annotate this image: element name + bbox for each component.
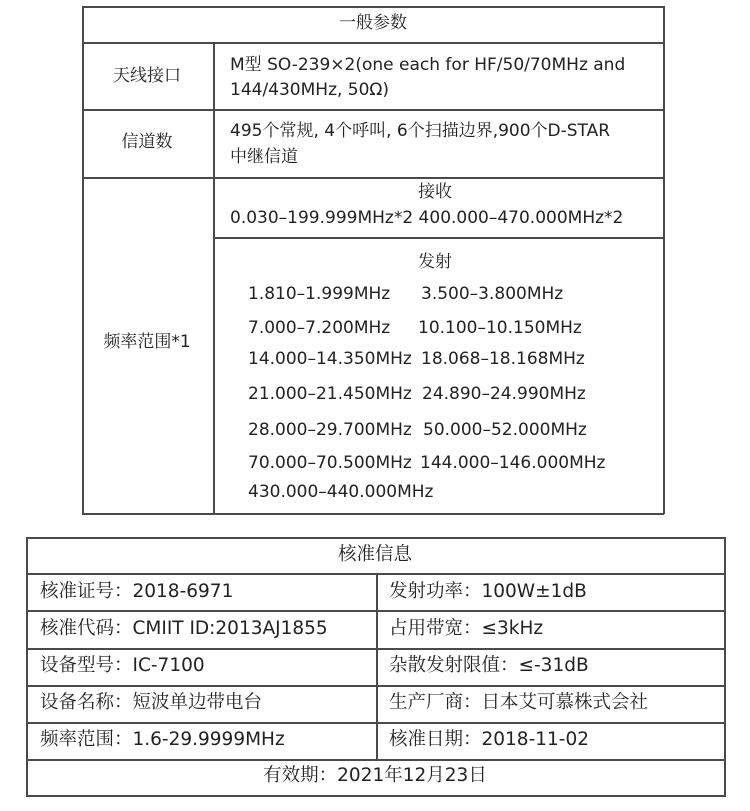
t1-border-bottom [82,513,664,515]
receive-ranges: 0.030–199.999MHz*2 400.000–470.000MHz*2 [230,208,624,228]
transmit-range: 7.000–7.200MHz [248,318,391,338]
approval-field: 生产厂商：日本艾可慕株式会社 [389,692,649,713]
t1-col-divider [213,42,215,514]
t1-border-right [663,6,665,514]
approval-info-title: 核准信息 [337,544,413,565]
approval-field: 频率范围：1.6-29.9999MHz [40,729,285,750]
t2-border-left [26,537,28,797]
transmit-range: 70.000–70.500MHz [248,453,412,473]
approval-field: 设备型号：IC-7100 [40,655,205,676]
t1-border-left [82,6,84,514]
transmit-range: 3.500–3.800MHz [421,284,564,304]
freq-range-label: 频率范围*1 [103,332,191,352]
t1-divider-receive [213,237,664,239]
approval-field: 设备名称：短波单边带电台 [40,692,263,713]
channels-value-line1: 495个常规, 4个呼叫, 6个扫描边界,900个D-STAR [230,121,611,141]
validity-date: 有效期：2021年12月23日 [263,765,487,786]
general-params-title: 一般参数 [339,13,407,33]
transmit-range: 144.000–146.000MHz [420,453,606,473]
t2-col-divider [376,573,378,760]
approval-field: 核准日期：2018-11-02 [389,729,590,750]
approval-field: 发射功率：100W±1dB [389,581,587,602]
transmit-range: 14.000–14.350MHz [248,349,412,369]
t1-border-top [82,6,664,8]
t1-divider-channels [82,177,664,179]
transmit-range: 1.810–1.999MHz [248,284,391,304]
approval-field: 占用带宽：≤3kHz [389,618,544,639]
transmit-range: 10.100–10.150MHz [418,318,582,338]
transmit-range: 18.068–18.168MHz [421,349,585,369]
antenna-value-line1: M型 SO-239×2(one each for HF/50/70MHz and [230,55,626,75]
transmit-range: 50.000–52.000MHz [423,420,587,440]
t2-border-bottom [26,795,725,797]
transmit-title: 发射 [418,252,452,272]
transmit-range: 21.000–21.450MHz [248,384,412,404]
channels-value-line2: 中继信道 [230,147,298,167]
receive-title: 接收 [418,182,452,202]
t2-border-top [26,537,725,539]
approval-field: 杂散发射限值：≤-31dB [389,655,589,676]
t2-border-right [724,537,726,797]
approval-field: 核准代码：CMIIT ID:2013AJ1855 [40,618,328,639]
t1-divider-header [82,42,664,44]
t1-divider-antenna [82,109,664,111]
channels-label: 信道数 [121,132,173,152]
transmit-range: 28.000–29.700MHz [248,420,412,440]
transmit-range: 430.000–440.000MHz [248,482,434,502]
antenna-label: 天线接口 [113,66,181,86]
antenna-value-line2: 144/430MHz, 50Ω) [230,80,390,100]
approval-field: 核准证号：2018-6971 [40,581,234,602]
transmit-range: 24.890–24.990MHz [422,384,586,404]
